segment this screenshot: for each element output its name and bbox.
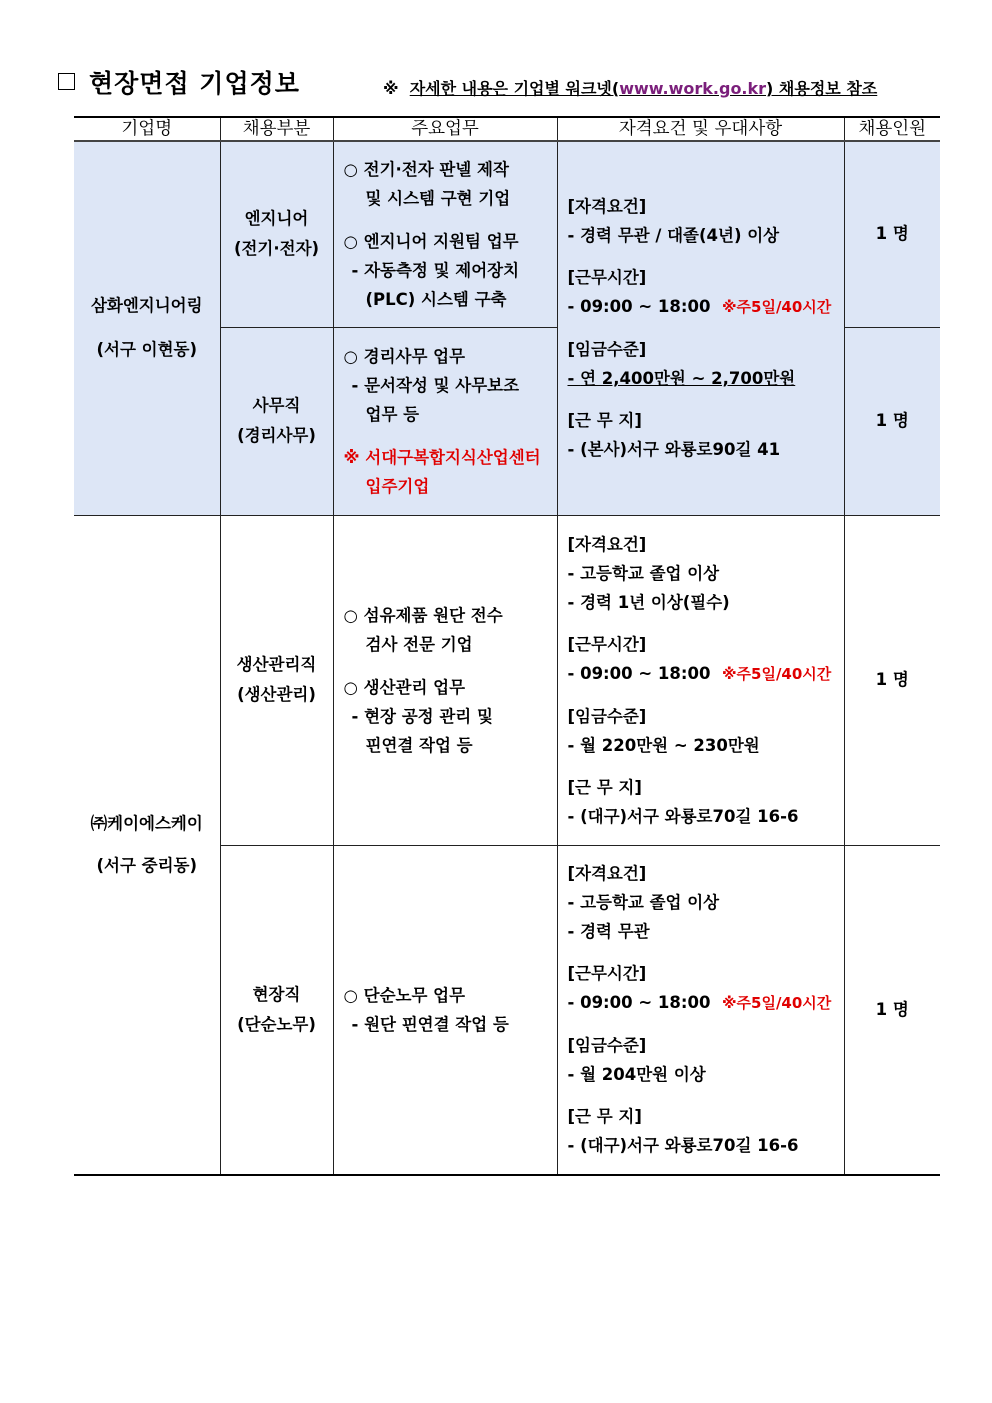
header-headcount: 채용인원 (844, 117, 940, 141)
header-duties: 주요업무 (333, 117, 557, 141)
header-dept: 채용부분 (220, 117, 333, 141)
requirements-cell: [자격요건] - 고등학교 졸업 이상 - 경력 무관 [근무시간] - 09:00 ~ 18:00 ※주5일/40시간 [임금수준] - 월 204만원 이상 [근 무 지] - (대구)서구 와룡로70길 16-6 (557, 845, 844, 1175)
headcount-cell: 1 명 (844, 515, 940, 845)
duties-cell: ○ 경리사무 업무 - 문서작성 및 사무보조 업무 등 ※ 서대구복합지식산업센터 입주기업 (333, 327, 557, 515)
checkbox-square-icon (58, 73, 75, 90)
company-cell: ㈜케이에스케이 (서구 중리동) (74, 515, 220, 1175)
duties-cell: ○ 섬유제품 원단 전수 검사 전문 기업 ○ 생산관리 업무 - 현장 공정 관리 및 핀연결 작업 등 (333, 515, 557, 845)
page-title: 현장면접 기업정보 (58, 64, 300, 100)
dept-cell: 사무직 (경리사무) (220, 327, 333, 515)
headcount-cell: 1 명 (844, 141, 940, 327)
headcount-cell: 1 명 (844, 845, 940, 1175)
duties-cell: ○ 단순노무 업무 - 원단 핀연결 작업 등 (333, 845, 557, 1175)
job-table (74, 116, 940, 1176)
header-requirements: 자격요건 및 우대사항 (557, 117, 844, 141)
dept-cell: 생산관리직 (생산관리) (220, 515, 333, 845)
requirements-cell: [자격요건] - 경력 무관 / 대졸(4년) 이상 [근무시간] - 09:00 ~ 18:00 ※주5일/40시간 [임금수준] - 연 2,400만원 ~ 2,700만원 [근 무 지] - (본사)서구 와룡로90길 41 (557, 141, 844, 515)
worknet-note: ※ 자세한 내용은 기업별 워크넷(www.work.go.kr) 채용정보 참조 (383, 79, 878, 98)
worknet-link[interactable]: www.work.go.kr (619, 79, 767, 98)
dept-cell: 현장직 (단순노무) (220, 845, 333, 1175)
duties-cell: ○ 전기·전자 판넬 제작 및 시스템 구현 기업 ○ 엔지니어 지원팀 업무 - 자동측정 및 제어장치 (PLC) 시스템 구축 (333, 141, 557, 327)
table-row (74, 141, 940, 327)
requirements-cell: [자격요건] - 고등학교 졸업 이상 - 경력 1년 이상(필수) [근무시간] - 09:00 ~ 18:00 ※주5일/40시간 [임금수준] - 월 220만원 ~ 230만원 [근 무 지] - (대구)서구 와룡로70길 16-6 (557, 515, 844, 845)
company-cell: 삼화엔지니어링 (서구 이현동) (74, 141, 220, 515)
table-row (74, 515, 940, 845)
headcount-cell: 1 명 (844, 327, 940, 515)
table-header-row (74, 117, 940, 141)
header-company: 기업명 (74, 117, 220, 141)
dept-cell: 엔지니어 (전기·전자) (220, 141, 333, 327)
